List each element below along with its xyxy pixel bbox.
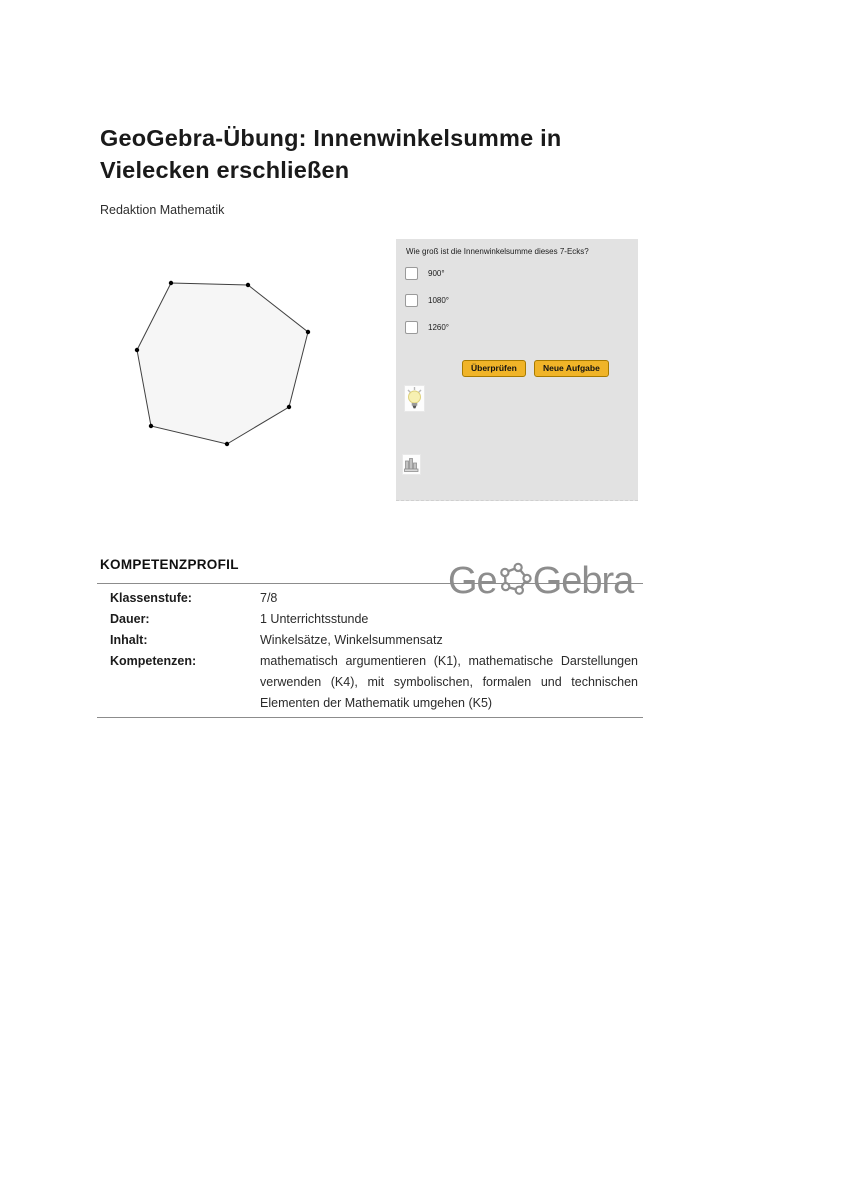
table-row-dauer bbox=[97, 609, 643, 630]
polygon-vertex bbox=[225, 442, 229, 446]
statistics-button[interactable] bbox=[402, 454, 421, 475]
logo-text-gebra: Gebra bbox=[532, 559, 634, 602]
hint-button[interactable] bbox=[404, 385, 425, 412]
answer-option-900[interactable] bbox=[405, 267, 445, 280]
answer-option-1260[interactable] bbox=[405, 321, 449, 334]
row-label: Dauer: bbox=[110, 612, 150, 626]
author-line: Redaktion Mathematik bbox=[100, 203, 225, 217]
table-row-kompetenzen bbox=[97, 651, 643, 714]
polygon-vertex bbox=[135, 348, 139, 352]
section-heading-kompetenzprofil: KOMPETENZPROFIL bbox=[100, 557, 239, 572]
checkbox-label: 1080° bbox=[428, 296, 449, 305]
polygon-vertex bbox=[246, 283, 250, 287]
row-value: 1 Unterrichtsstunde bbox=[260, 612, 369, 626]
page-title-line2: Vielecken erschließen bbox=[100, 157, 350, 183]
polygon-vertex bbox=[149, 424, 153, 428]
table-row-klassenstufe bbox=[97, 588, 643, 609]
checkbox-900[interactable] bbox=[405, 267, 418, 280]
logo-text-ge: Ge bbox=[448, 559, 497, 602]
polygon-svg bbox=[100, 239, 396, 501]
row-value: 7/8 bbox=[260, 591, 278, 605]
checkbox-label: 900° bbox=[428, 269, 445, 278]
row-value: Winkelsätze, Winkelsummensatz bbox=[260, 633, 443, 647]
bar-chart-icon bbox=[403, 455, 420, 474]
competence-profile-table bbox=[97, 583, 643, 718]
checkbox-1080[interactable] bbox=[405, 294, 418, 307]
new-task-button[interactable]: Neue Aufgabe bbox=[534, 360, 609, 377]
answer-option-1080[interactable] bbox=[405, 294, 449, 307]
checkbox-label: 1260° bbox=[428, 323, 449, 332]
polygon-vertex bbox=[287, 405, 291, 409]
polygon-vertex bbox=[306, 330, 310, 334]
quiz-question: Wie groß ist die Innenwinkelsumme dieses 7-Ecks? bbox=[406, 247, 589, 256]
row-label: Klassenstufe: bbox=[110, 591, 192, 605]
geogebra-applet-figure bbox=[100, 239, 638, 501]
row-label: Inhalt: bbox=[110, 633, 148, 647]
check-answer-button[interactable]: Überprüfen bbox=[462, 360, 526, 377]
table-row-inhalt bbox=[97, 630, 643, 651]
row-value: mathematisch argumentieren (K1), mathematische Darstellungen verwenden (K4), mit symbolischen, formalen und technischen Elementen der Mathematik umgehen (K5) bbox=[260, 654, 638, 710]
checkbox-1260[interactable] bbox=[405, 321, 418, 334]
lightbulb-icon bbox=[405, 386, 424, 411]
page-title-line1: GeoGebra-Übung: Innenwinkelsumme in bbox=[100, 125, 562, 151]
row-label: Kompetenzen: bbox=[110, 654, 197, 668]
polygon-vertex bbox=[169, 281, 173, 285]
quiz-panel bbox=[396, 239, 638, 501]
heptagon-shape bbox=[137, 283, 308, 444]
page-title bbox=[100, 122, 660, 186]
